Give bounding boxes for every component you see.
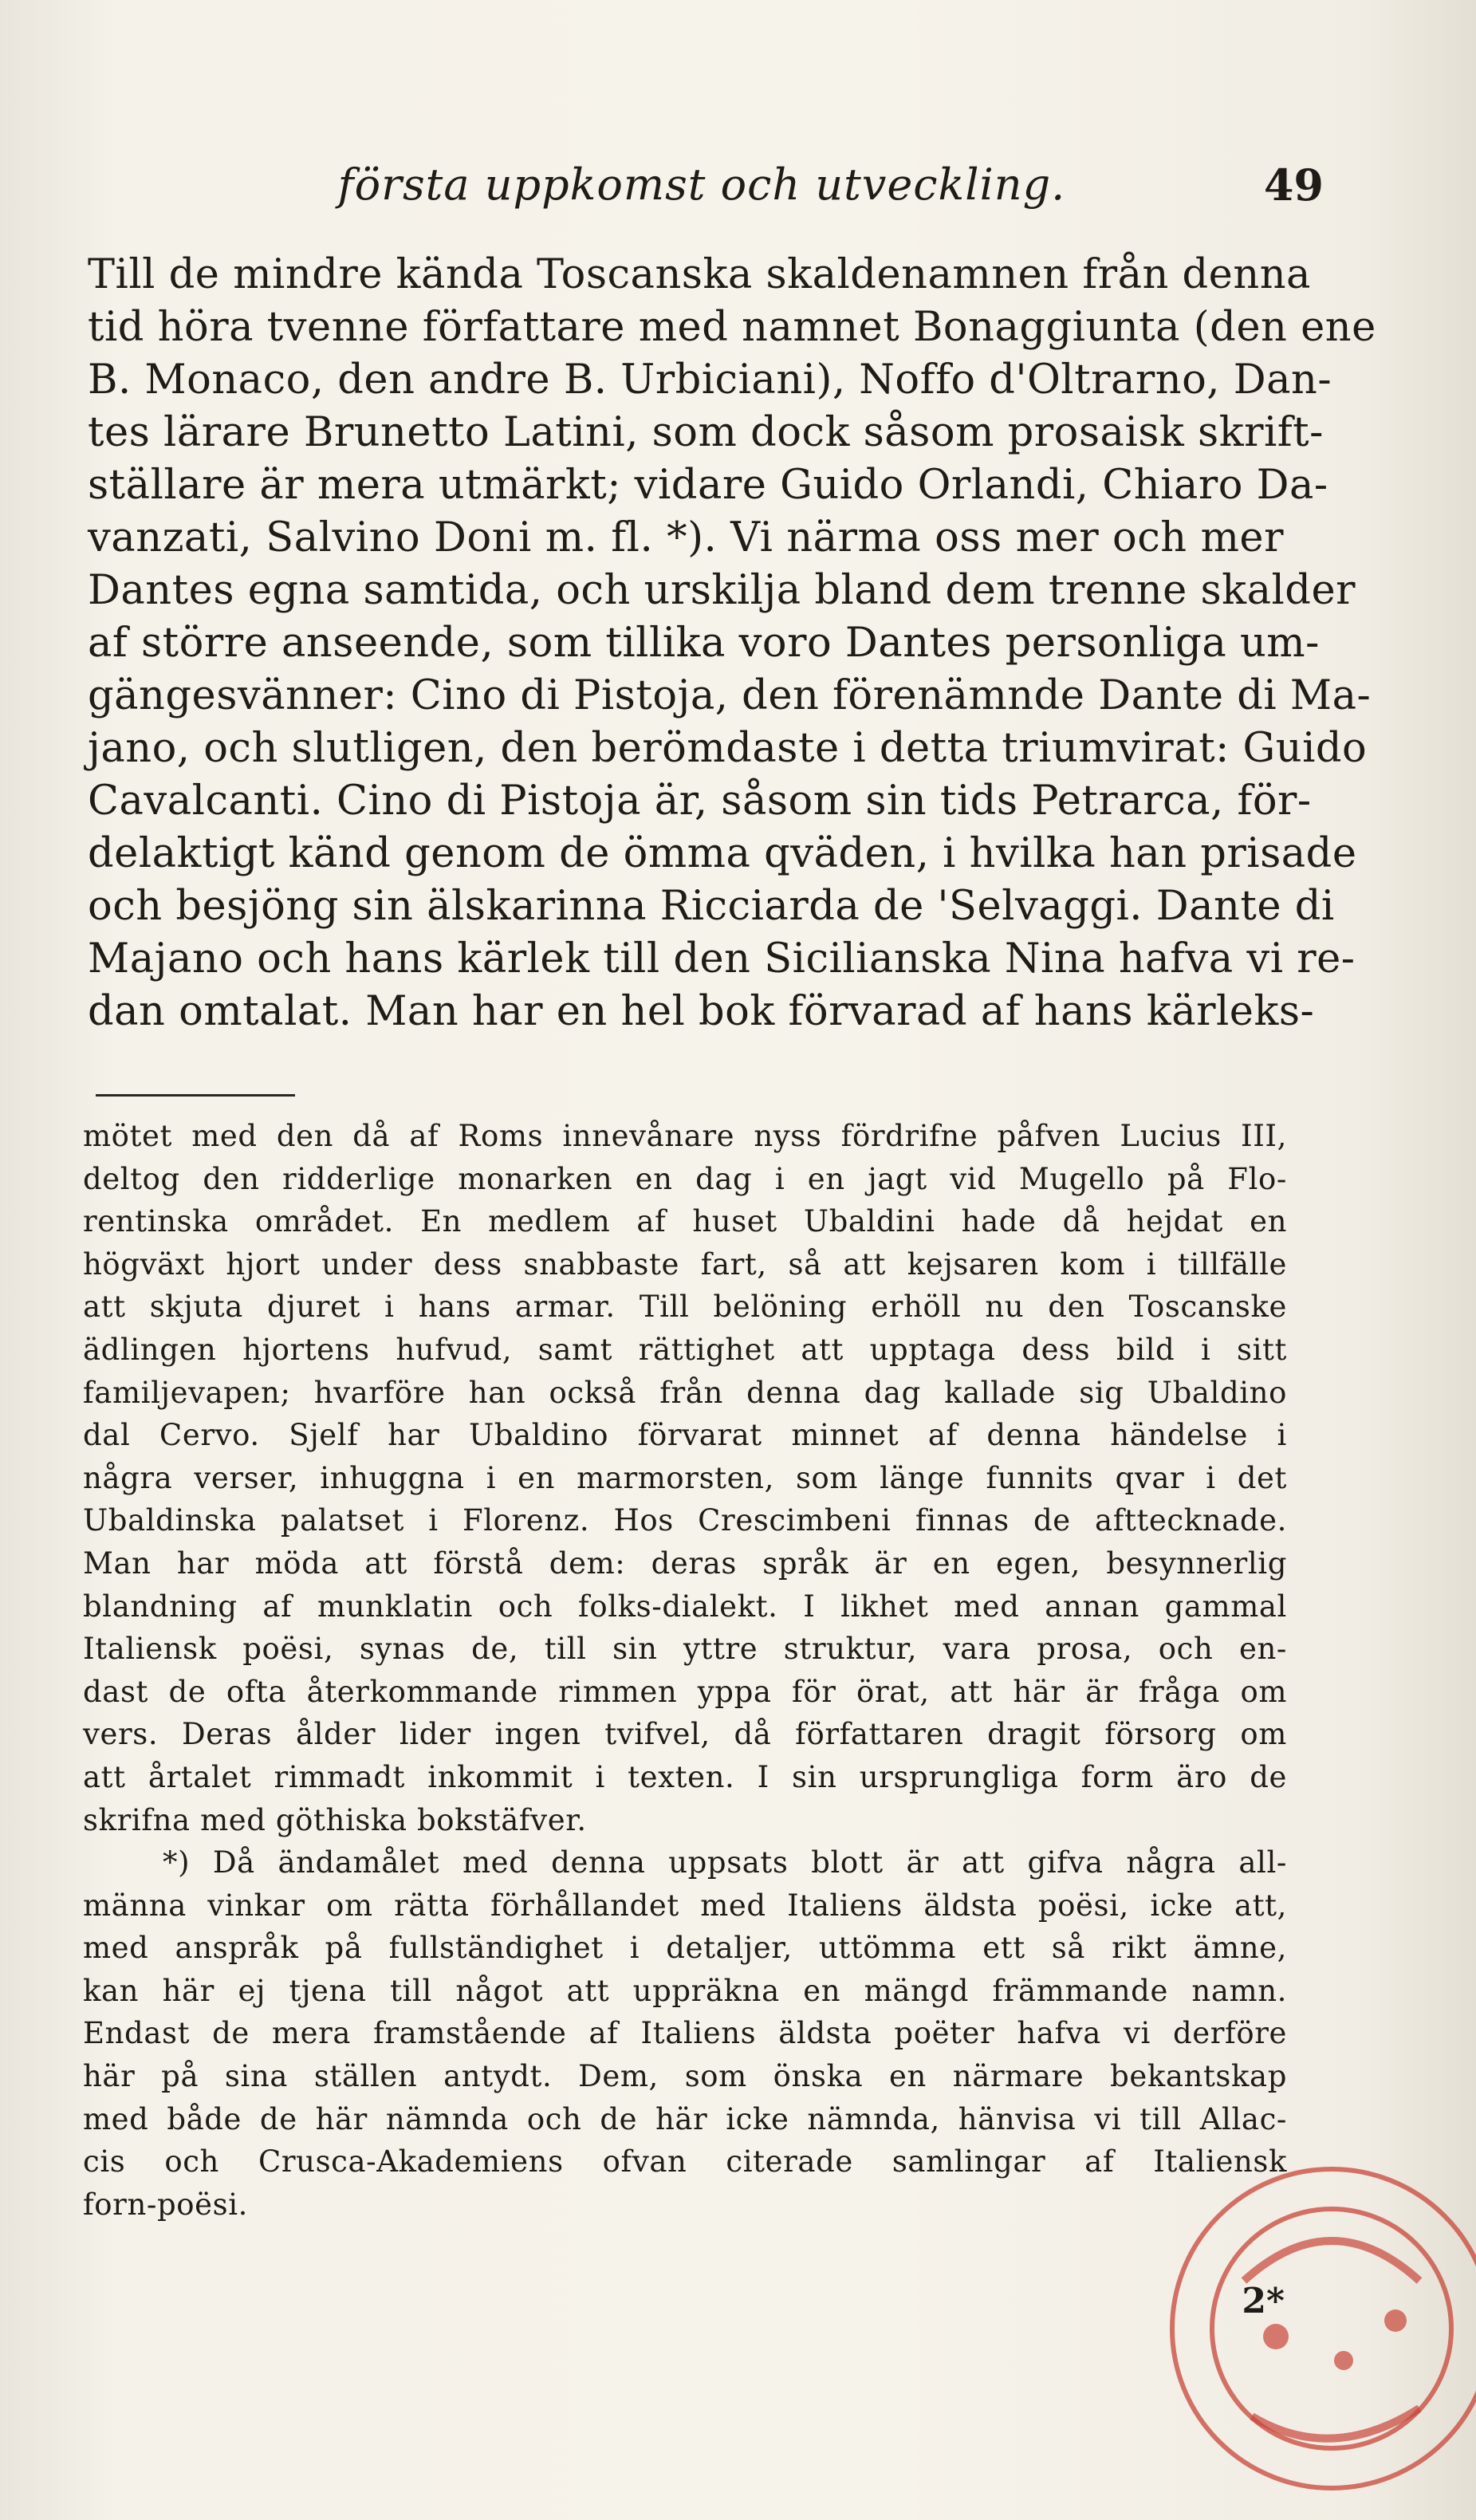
footnote-line: cis och Crusca-Akademiens ofvan citerade samlingar af Italiensk xyxy=(83,2144,1287,2179)
stamp-dot xyxy=(1334,2351,1353,2370)
footnote-line: skrifna med göthiska bokstäfver. xyxy=(83,1802,587,1837)
text-line: tid höra tvenne författare med namnet Bonaggiunta (den ene xyxy=(88,304,1376,351)
text-line: Dantes egna samtida, och urskilja bland dem trenne skalder xyxy=(88,567,1356,614)
footnote-line: *) Då ändamålet med denna uppsats blott är att gifva några all- xyxy=(163,1845,1287,1880)
text-line: B. Monaco, den andre B. Urbiciani), Noffo d'Oltrarno, Dan- xyxy=(88,356,1332,404)
text-line: dan omtalat. Man har en hel bok förvarad af hans kärleks- xyxy=(88,988,1315,1035)
text-line: Till de mindre kända Toscanska skaldenamnen från denna xyxy=(88,251,1311,298)
stamp-dot xyxy=(1263,2324,1289,2349)
stamp-marks xyxy=(1244,2241,1419,2439)
page-header xyxy=(80,159,1324,215)
text-line: jano, och slutligen, den berömdaste i detta triumvirat: Guido xyxy=(88,725,1368,772)
footnote-line: högväxt hjort under dess snabbaste fart, så att kejsaren kom i tillfälle xyxy=(83,1246,1287,1282)
text-line: gängesvänner: Cino di Pistoja, den förenämnde Dante di Ma- xyxy=(88,672,1372,719)
text-line: tes lärare Brunetto Latini, som dock såsom prosaisk skrift- xyxy=(88,409,1324,456)
footnotes xyxy=(83,1115,1287,2226)
running-title: första uppkomst och utveckling. xyxy=(337,159,1066,210)
footnote-line: Man har möda att förstå dem: deras språk är en egen, besynnerlig xyxy=(83,1545,1287,1581)
library-stamp xyxy=(1156,2153,1476,2504)
footnote-line: familjevapen; hvarföre han också från denna dag kallade sig Ubaldino xyxy=(83,1375,1287,1410)
text-line: Cavalcanti. Cino di Pistoja är, såsom sin tids Petrarca, för- xyxy=(88,778,1312,825)
footnote-rule xyxy=(96,1094,295,1097)
footnote-line: kan här ej tjena till något att uppräkna en mängd främmande namn. xyxy=(83,1973,1287,2008)
footnote-line: männa vinkar om rätta förhållandet med Italiens äldsta poësi, icke att, xyxy=(83,1888,1287,1923)
text-line: af större anseende, som tillika voro Dantes personliga um- xyxy=(88,620,1320,667)
footnote-line: med både de här nämnda och de här icke nämnda, hänvisa vi till Allac- xyxy=(83,2101,1287,2136)
signature-mark: 2* xyxy=(1242,2281,1285,2321)
footnote-line: att årtalet rimmadt inkommit i texten. I sin ursprungliga form äro de xyxy=(83,1759,1287,1794)
text-line: ställare är mera utmärkt; vidare Guido Orlandi, Chiaro Da- xyxy=(88,462,1328,509)
stamp-arc-mark xyxy=(1244,2241,1419,2281)
stamp-dot xyxy=(1384,2309,1407,2332)
text-line: Majano och hans kärlek till den Sicilianska Nina hafva vi re- xyxy=(88,935,1356,982)
footnote-line: ädlingen hjortens hufvud, samt rättighet att upptaga dess bild i sitt xyxy=(83,1332,1287,1367)
footnote-line: dal Cervo. Sjelf har Ubaldino förvarat minnet af denna händelse i xyxy=(83,1418,1287,1453)
footnote-line: med anspråk på fullständighet i detaljer, uttömma ett så rikt ämne, xyxy=(83,1931,1287,1966)
footnote-line: blandning af munklatin och folks-dialekt. I likhet med annan gammal xyxy=(83,1589,1287,1624)
text-line: och besjöng sin älskarinna Ricciarda de 'Selvaggi. Dante di xyxy=(88,883,1335,930)
footnote-line: Italiensk poësi, synas de, till sin yttre struktur, vara prosa, och en- xyxy=(83,1632,1287,1667)
main-text xyxy=(88,249,1376,1038)
footnote-line: här på sina ställen antydt. Dem, som önska en närmare bekantskap xyxy=(83,2059,1287,2094)
footnote-line: några verser, inhuggna i en marmorsten, som länge funnits qvar i det xyxy=(83,1460,1287,1495)
footnote-line: vers. Deras ålder lider ingen tvifvel, då författaren dragit försorg om xyxy=(83,1717,1287,1752)
footnote-line: rentinska området. En medlem af huset Ubaldini hade då hejdat en xyxy=(83,1204,1287,1239)
footnote-line: att skjuta djuret i hans armar. Till belöning erhöll nu den Toscanske xyxy=(83,1290,1287,1325)
footnote-line: Ubaldinska palatset i Florenz. Hos Crescimbeni finnas de afttecknade. xyxy=(83,1503,1287,1538)
page-number: 49 xyxy=(1263,159,1324,211)
text-line: delaktigt känd genom de ömma qväden, i hvilka han prisade xyxy=(88,830,1357,877)
footnote-line: deltog den ridderlige monarken en dag i en jagt vid Mugello på Flo- xyxy=(83,1161,1287,1196)
footnote-line: forn-poësi. xyxy=(83,2187,249,2222)
footnote-line: Endast de mera framstående af Italiens äldsta poëter hafva vi derföre xyxy=(83,2016,1287,2051)
footnote-line: dast de ofta återkommande rimmen yppa för örat, att här är fråga om xyxy=(83,1674,1287,1709)
footnote-line: mötet med den då af Roms innevånare nyss fördrifne påfven Lucius III, xyxy=(83,1119,1287,1153)
text-line: vanzati, Salvino Doni m. fl. *). Vi närma oss mer och mer xyxy=(88,514,1284,561)
